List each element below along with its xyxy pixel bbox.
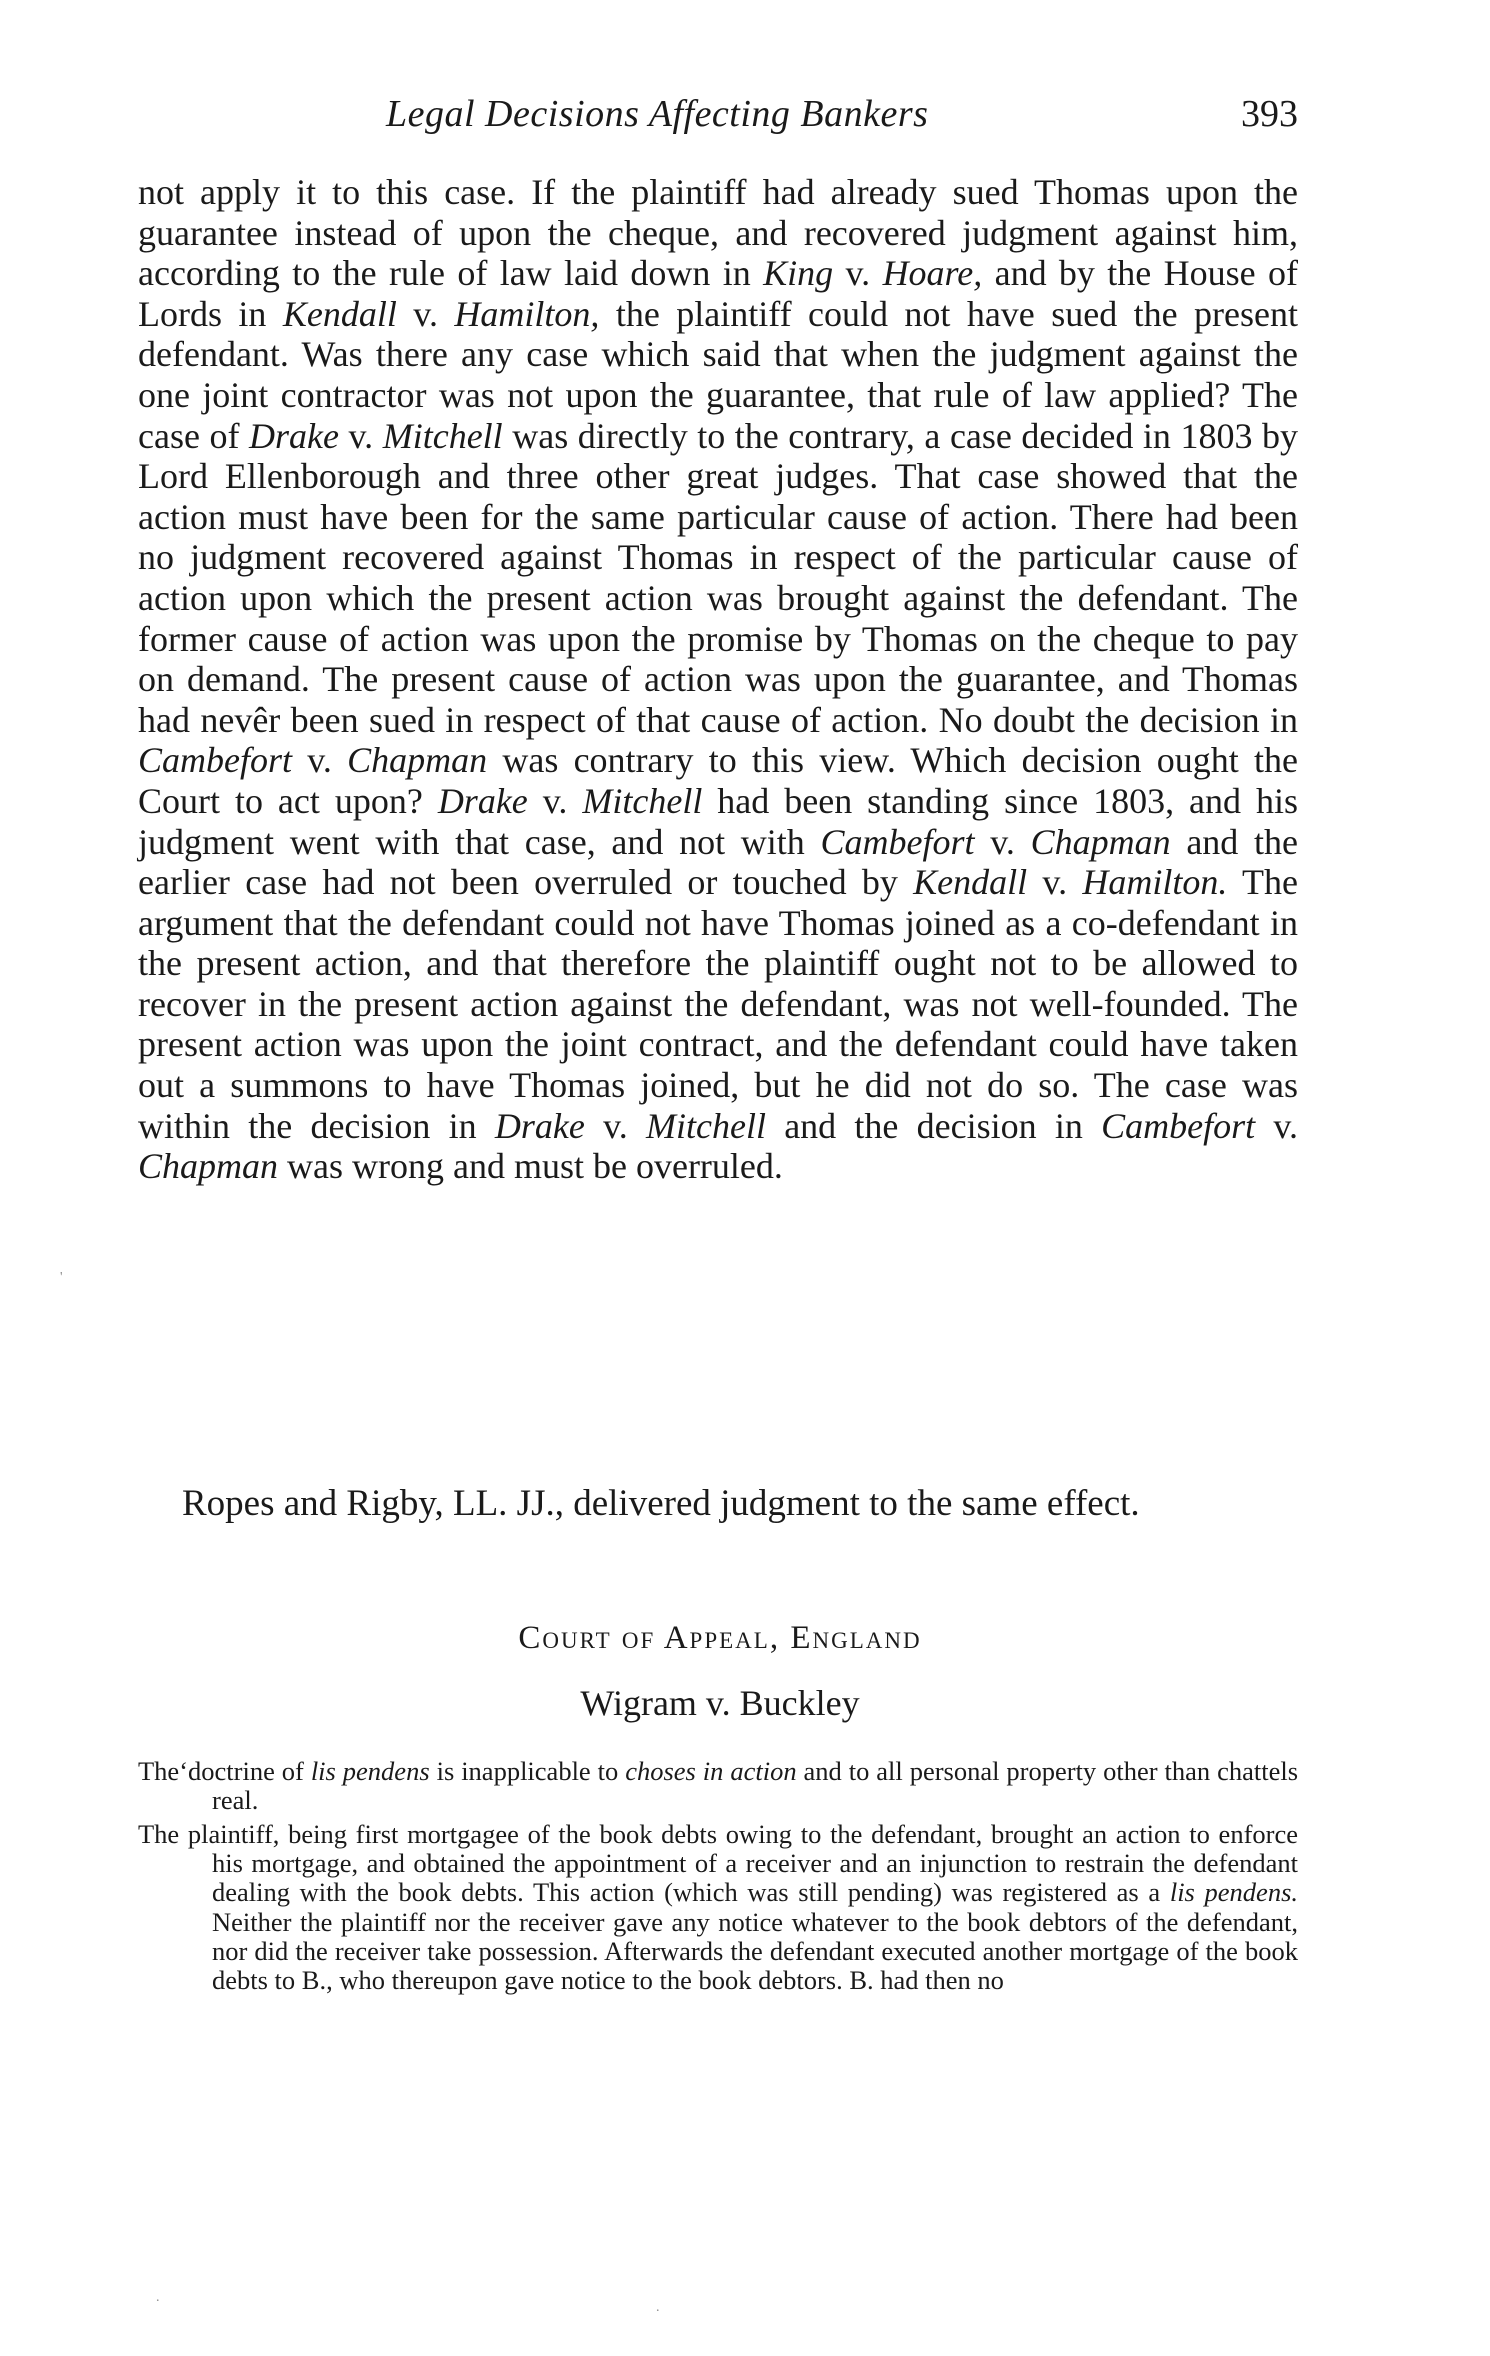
body-paragraph	[138, 172, 1298, 1187]
text-run: v.	[833, 253, 883, 294]
headnote-2	[138, 1820, 1298, 1995]
text-run: v.	[974, 821, 1031, 862]
case-title: Wigram v. Buckley	[580, 1683, 860, 1723]
text-run: The argument that the defendant could not have Thomas joined as a co-defendant in the present action, and that therefore the plaintiff ought not to be allowed to recover in the present action against the defendant, was not well-founded. The present action was upon the joint contract, and the defendant could have taken out a summons to have Thomas joined, but he did not do so. The case was within the decision in	[138, 862, 1298, 1146]
text-run: and by the House of Lords in	[138, 253, 1298, 334]
italic-run: King	[763, 253, 834, 294]
italic-run: Kendall	[282, 293, 397, 334]
headnote-1	[138, 1757, 1298, 1815]
text-run: is inapplicable to	[429, 1756, 626, 1786]
running-title: Legal Decisions Affecting Bankers	[386, 93, 929, 135]
text-run: v.	[292, 740, 348, 781]
text-run: Neither the plaintiff nor the receiver gave any notice whatever to the book debtors of the defendant, nor did the receiver take possession. Afterwards the defendant executed another mortgage of the book debts to B., who thereupon gave notice to the book debtors. B. had then no	[212, 1906, 1298, 1996]
italic-run: Cambefort	[1101, 1105, 1256, 1146]
italic-run: Hoare,	[882, 253, 983, 294]
italic-run: lis pendens.	[1169, 1877, 1299, 1908]
text-run: v.	[396, 293, 455, 334]
text-run: v.	[338, 415, 383, 456]
italic-run: Drake	[437, 780, 528, 821]
italic-run: Chapman	[138, 1146, 279, 1187]
text-run: v.	[584, 1105, 647, 1146]
text-run: v.	[1255, 1105, 1298, 1146]
text-run: v.	[527, 780, 583, 821]
italic-run: Kendall	[913, 862, 1028, 903]
text-run: the plaintiff could not have sued the present defendant. Was there any case which said that when the judgment against the one joint contractor was not upon the guarantee, that rule of law applied? The case of	[138, 293, 1298, 456]
text-run: v.	[1027, 862, 1083, 903]
italic-run: Cambefort	[820, 821, 975, 862]
page-number: 393	[1241, 93, 1298, 135]
text-run: The‘doctrine of	[138, 1756, 311, 1786]
italic-run: Chapman	[1030, 821, 1171, 862]
scan-speck: .	[656, 2300, 660, 2315]
italic-run: Drake	[249, 415, 339, 456]
italic-run: Mitchell	[382, 415, 503, 456]
text-run: and to all personal property other than chattels real.	[212, 1756, 1299, 1816]
text-run: and the earlier case had not been overruled or touched by	[138, 821, 1298, 903]
text-run: was contrary to this view. Which decision ought the Court to act upon?	[138, 740, 1298, 821]
court-heading: Court of Appeal, England	[518, 1620, 922, 1656]
text-run: not apply it to this case. If the plaintiff had already sued Thomas upon the guarantee instead of upon the cheque, and recovered judgment against him, according to the rule of law laid down in	[138, 172, 1298, 294]
italic-run: lis pendens	[310, 1756, 430, 1786]
text-run: and the decision in	[765, 1105, 1102, 1146]
italic-run: Hamilton.	[1082, 862, 1228, 903]
italic-run: Chapman	[347, 740, 488, 781]
text-run: had been standing since 1803, and his judgment went with that case, and not with	[138, 780, 1298, 862]
italic-run: Cambefort	[138, 740, 293, 781]
text-run: was directly to the contrary, a case decided in 1803 by Lord Ellenborough and three other great judges. That case showed that the action must have been for the same particular cause of action. There had been no judgment recovered against Thomas in respect of the particular cause of action upon which the present action was brought against the defendant. The former cause of action was upon the promise by Thomas on the cheque to pay on demand. The present cause of action was upon the guarantee, and Thomas had nevêr been sued in respect of that cause of action. No doubt the decision in	[138, 415, 1298, 740]
running-head	[138, 92, 1306, 142]
italic-run: Mitchell	[582, 780, 703, 821]
italic-run: Mitchell	[646, 1105, 766, 1146]
italic-run: Drake	[494, 1105, 585, 1146]
italic-run: Hamilton,	[454, 293, 600, 334]
text-run: The plaintiff, being first mortgagee of the book debts owing to the defendant, brought an action to enforce his mortgage, and obtained the appointment of a receiver and an injunction to restrain the defendant dealing with the book debts. This action (which was still pending) was registered as a	[138, 1819, 1298, 1908]
italic-run: choses in action	[625, 1756, 797, 1786]
scan-speck: .	[156, 2290, 160, 2305]
scan-speck: '	[60, 1270, 63, 1285]
concurring-judgment-paragraph: Ropes and Rigby, LL. JJ., delivered judgment to the same effect.	[182, 1483, 1140, 1524]
text-run: was wrong and must be overruled.	[278, 1146, 783, 1187]
